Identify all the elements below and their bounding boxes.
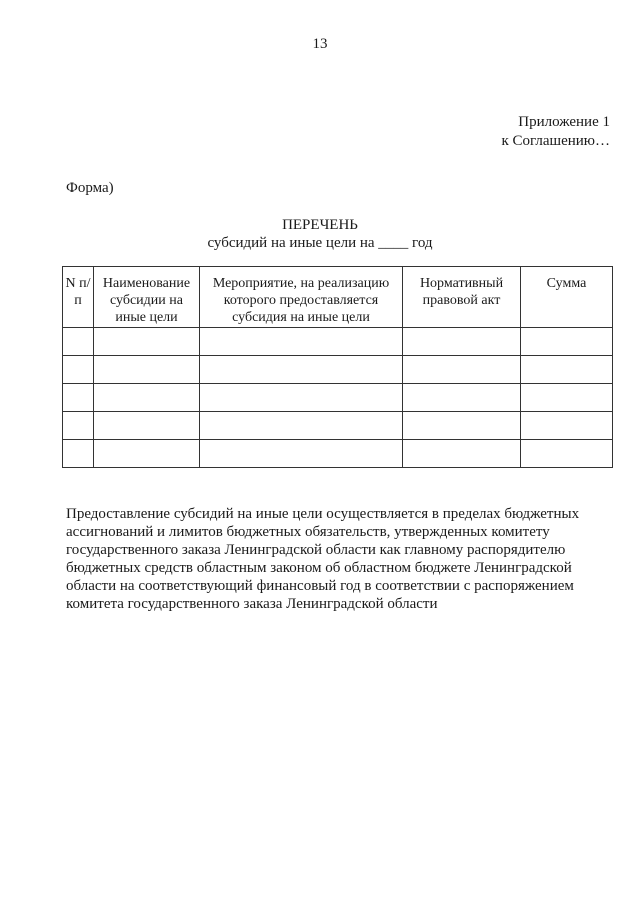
table-cell[interactable] <box>94 384 200 412</box>
table-row <box>63 384 613 412</box>
header-number: N п/п <box>63 267 94 328</box>
table-cell[interactable] <box>403 384 521 412</box>
title-subtitle: субсидий на иные цели на ____ год <box>207 235 433 251</box>
table-cell[interactable] <box>521 356 613 384</box>
page-number: 13 <box>312 36 328 52</box>
table-cell[interactable] <box>200 328 403 356</box>
table-cell[interactable] <box>200 440 403 468</box>
table-cell[interactable] <box>403 440 521 468</box>
table-cell[interactable] <box>94 440 200 468</box>
table-cell[interactable] <box>521 384 613 412</box>
table-row <box>63 412 613 440</box>
table-cell[interactable] <box>521 440 613 468</box>
table-cell[interactable] <box>521 412 613 440</box>
appendix-line-2: к Соглашению… <box>501 133 610 149</box>
header-subsidy-name: Наименование субсидии на иные цели <box>94 267 200 328</box>
form-label: Форма) <box>66 180 114 196</box>
title-heading: ПЕРЕЧЕНЬ <box>282 217 358 233</box>
appendix-reference <box>501 113 610 151</box>
table-header-row <box>63 267 613 328</box>
header-activity: Мероприятие, на реализацию которого предоставляется субсидия на иные цели <box>200 267 403 328</box>
table-cell[interactable] <box>63 384 94 412</box>
table-cell[interactable] <box>94 356 200 384</box>
appendix-line-1: Приложение 1 <box>518 114 610 130</box>
table-row <box>63 356 613 384</box>
table-cell[interactable] <box>94 328 200 356</box>
table-cell[interactable] <box>63 328 94 356</box>
table-row <box>63 328 613 356</box>
table-cell[interactable] <box>200 384 403 412</box>
header-legal-act: Нормативный правовой акт <box>403 267 521 328</box>
table-cell[interactable] <box>403 328 521 356</box>
table-cell[interactable] <box>200 412 403 440</box>
body-paragraph: Предоставление субсидий на иные цели осуществляется в пределах бюджетных ассигнований и лимитов бюджетных обязательств, утвержденных комитету государственного заказа Ленинградской области как главному распорядителю бюджетных средств областным законом об областном бюджете Ленинградской области на соответствующий финансовый год в соответствии с распоряжением комитета государственного заказа Ленинградской области <box>66 506 580 612</box>
table-cell[interactable] <box>63 440 94 468</box>
document-title <box>0 216 640 252</box>
table-cell[interactable] <box>63 412 94 440</box>
table-cell[interactable] <box>63 356 94 384</box>
subsidy-table <box>62 266 613 468</box>
table-cell[interactable] <box>403 412 521 440</box>
table-cell[interactable] <box>94 412 200 440</box>
table-cell[interactable] <box>521 328 613 356</box>
header-amount: Сумма <box>521 267 613 328</box>
table-cell[interactable] <box>200 356 403 384</box>
table-cell[interactable] <box>403 356 521 384</box>
table-row <box>63 440 613 468</box>
